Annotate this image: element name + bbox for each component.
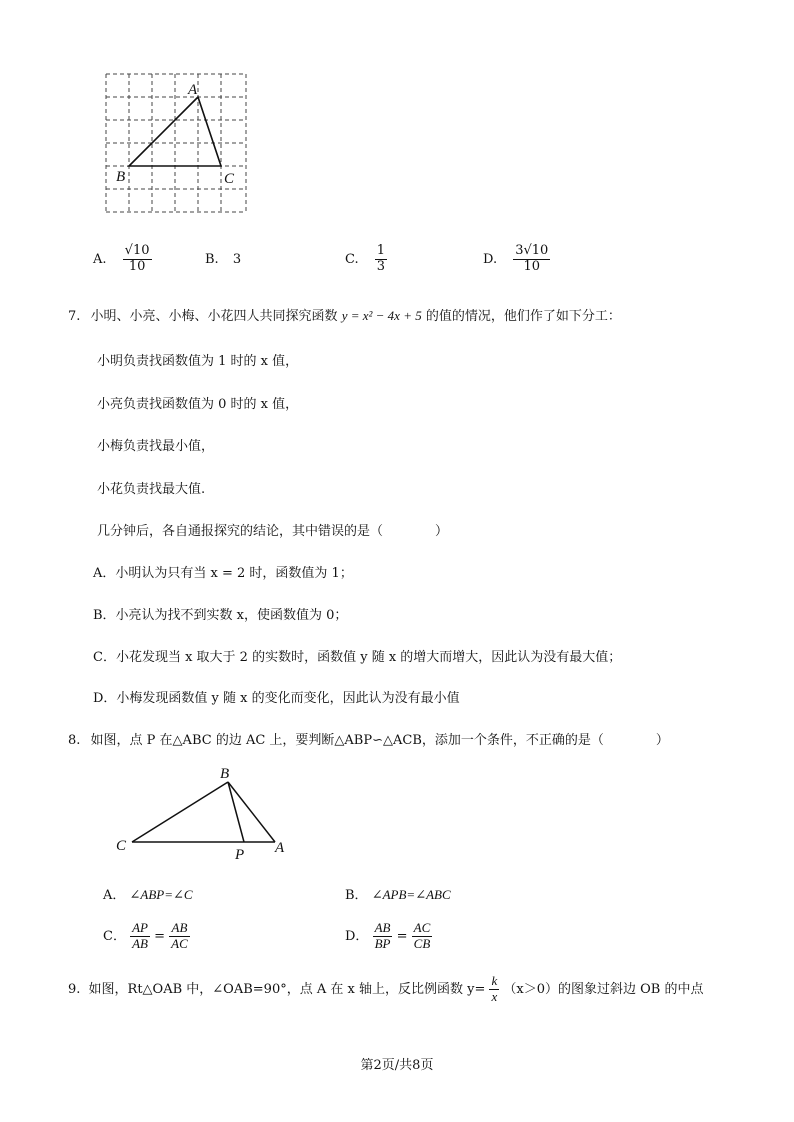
fraction-k-over-x [489, 974, 499, 1005]
page-footer: 第2页/共8页 [360, 1058, 434, 1073]
q7-option-a[interactable]: A．小明认为只有当 x = 2 时，函数值为 1； [93, 566, 353, 581]
q6-option-c[interactable] [345, 244, 387, 275]
label-b: B [116, 169, 126, 185]
numerator: √10 [124, 243, 150, 258]
label-c: C [116, 838, 127, 854]
q7-question: 几分钟后，各自通报探究的结论，其中错误的是（ ） [97, 524, 449, 539]
label-c: C [224, 171, 235, 187]
q7-option-d[interactable]: D．小梅发现函数值 y 随 x 的变化而变化，因此认为没有最小值 [93, 691, 460, 706]
grid-lines [106, 74, 246, 212]
q8-option-d[interactable] [345, 921, 432, 952]
q8-option-b[interactable] [345, 884, 451, 903]
label-p: P [235, 847, 245, 863]
denominator: 10 [523, 258, 541, 274]
segment-ba [228, 782, 275, 842]
numerator: k [491, 973, 498, 988]
denominator: 3 [376, 258, 386, 274]
fraction-right [169, 921, 190, 952]
q8-option-c[interactable] [103, 921, 190, 952]
option-letter: A． [103, 888, 126, 903]
option-value: 3 [232, 252, 242, 267]
stem-part-2: （x＞0）的图象过斜边 OB 的中点 [503, 981, 704, 997]
numerator: AB [169, 921, 190, 937]
equals-sign: = [396, 928, 408, 944]
function-expression: y = x² − 4x + 5 [341, 308, 422, 323]
stem-before: 小明、小亮、小梅、小花四人共同探究函数 [90, 309, 338, 324]
fraction-right [412, 921, 433, 952]
question-number: 9. [68, 981, 81, 997]
numerator: 3√10 [515, 243, 549, 258]
q7-task-2: 小亮负责找函数值为 0 时的 x 值， [97, 397, 299, 412]
equals-sign: = [154, 928, 166, 944]
q7-task-1: 小明负责找函数值为 1 时的 x 值， [97, 354, 299, 369]
numerator: 1 [376, 243, 386, 258]
option-letter: A. [93, 251, 107, 267]
numerator: AP [132, 920, 148, 935]
denominator: 10 [128, 258, 146, 274]
q8-triangle-figure [110, 762, 300, 864]
numerator: AB [374, 920, 391, 935]
q6-option-a[interactable] [93, 244, 152, 275]
q7-stem [68, 305, 621, 324]
q6-option-d[interactable] [483, 244, 550, 275]
numerator: AC [413, 920, 431, 935]
fraction [375, 244, 387, 275]
q7-option-b[interactable]: B．小亮认为找不到实数 x，使函数值为 0； [93, 608, 348, 623]
q7-task-3: 小梅负责找最小值， [97, 439, 215, 454]
denominator: AB [132, 935, 148, 951]
label-a: A [188, 82, 198, 98]
stem-text: 如图，点 P 在△ABC 的边 AC 上，要判断△ABP∽△ACB，添加一个条件，不正确的是（ ） [90, 733, 669, 748]
option-letter: D． [345, 928, 369, 944]
fraction [123, 244, 152, 275]
q6-option-b[interactable] [205, 252, 241, 267]
stem-after: 的值的情况，他们作了如下分工： [425, 309, 621, 324]
fraction [513, 244, 550, 275]
q9-stem [68, 974, 704, 1005]
option-letter: B. [205, 252, 219, 267]
option-letter: B． [345, 888, 368, 903]
q8-option-a[interactable] [103, 884, 193, 903]
q7-option-c[interactable]: C．小花发现当 x 取大于 2 的实数时，函数值 y 随 x 的增大而增大，因此认为没有最大值； [93, 650, 622, 665]
question-number: 8. [68, 733, 81, 748]
fraction-left [130, 921, 150, 952]
stem-part-1: 如图，Rt△OAB 中，∠OAB=90°，点 A 在 x 轴上，反比例函数 y= [88, 981, 486, 997]
option-text: ∠ABP=∠C [129, 887, 193, 902]
option-letter: D. [483, 251, 498, 267]
q8-stem [68, 729, 669, 748]
label-a: A [275, 840, 285, 856]
denominator: x [491, 988, 498, 1004]
q6-grid-figure [100, 68, 260, 220]
label-b: B [220, 766, 230, 782]
question-number: 7. [68, 309, 81, 324]
option-text: ∠APB=∠ABC [371, 887, 451, 902]
denominator: AC [171, 935, 188, 951]
denominator: CB [413, 935, 431, 951]
denominator: BP [374, 935, 391, 951]
option-letter: C. [345, 251, 359, 267]
segment-cb [132, 782, 228, 842]
option-letter: C． [103, 928, 126, 944]
q7-task-4: 小花负责找最大值. [97, 482, 206, 497]
fraction-left [373, 921, 393, 952]
